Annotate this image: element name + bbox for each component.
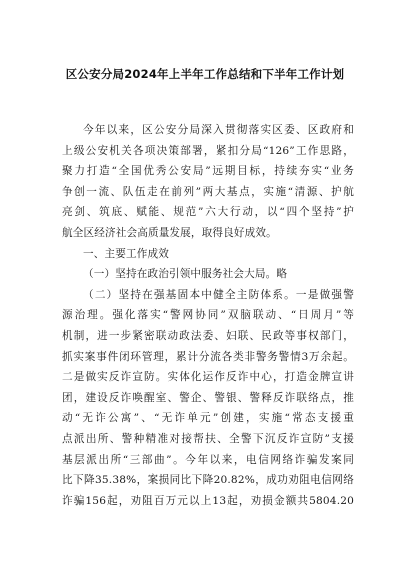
item-two-line: 动“无诈公寓”、“无诈单元”创建，实施“常态支援重 [62,412,354,425]
intro-line: 今年以来，区公安分局深入贯彻落实区委、区政府和 [83,124,354,136]
item-two-line: 点派出所、警种精准对接帮扶、全警下沉反诈宣防”支援 [62,432,354,445]
item-two-line: 团，建设反诈唤醒室、警企、警银、警释反诈联络点，推 [62,391,354,404]
item-one-block [62,264,354,285]
intro-paragraph [62,120,354,244]
item-two-line: 诈骗156起，劝阻百万元以上13起，劝损金额共5804.20 [62,494,354,507]
document-title: 区公安分局2024年上半年工作总结和下半年工作计划 [65,67,345,81]
intro-line: 上级公安机关各项决策部署，紧扣分局“126”工作思路， [62,144,354,157]
section-heading-block [62,244,354,265]
section-heading: 一、主要工作成效 [83,247,169,260]
item-two-line: 基层派出所“三部曲”。今年以来，电信网络诈骗发案同 [62,453,354,466]
item-two-paragraph [62,285,354,512]
item-two-line: 机制，进一步紧密联动政法委、妇联、民政等事权部门， [62,329,354,342]
document-body [62,120,354,511]
intro-line: 亮剑、筑底、赋能、规范”六大行动，以“四个坚持”护 [62,206,354,219]
item-two-line: 比下降35.38%，案损同比下降20.82%，成功劝阻电信网络 [62,474,354,487]
item-two-line: 抓实案事件闭环管理，累计分流各类非警务警情3万余起。 [62,350,354,363]
item-one: （一）坚持在政治引领中服务社会大局。略 [83,268,288,281]
intro-line: 航全区经济社会高质量发展，取得良好成效。 [62,226,277,239]
item-two-line: 源治理。强化落实“警网协同”双脑联动、“日周月”等 [62,309,354,322]
intro-line: 聚力打造“全国优秀公安局”远期目标，持续夯实“业务 [62,165,354,178]
item-two-line: 二是做实反诈宣防。实体化运作反诈中心，打造金牌宣讲 [62,371,354,384]
item-two-line: （二）坚持在强基固本中健全主防体系。一是做强警 [83,288,354,301]
intro-line: 争创一流、队伍走在前列”两大基点，实施“清源、护航 [62,185,354,198]
